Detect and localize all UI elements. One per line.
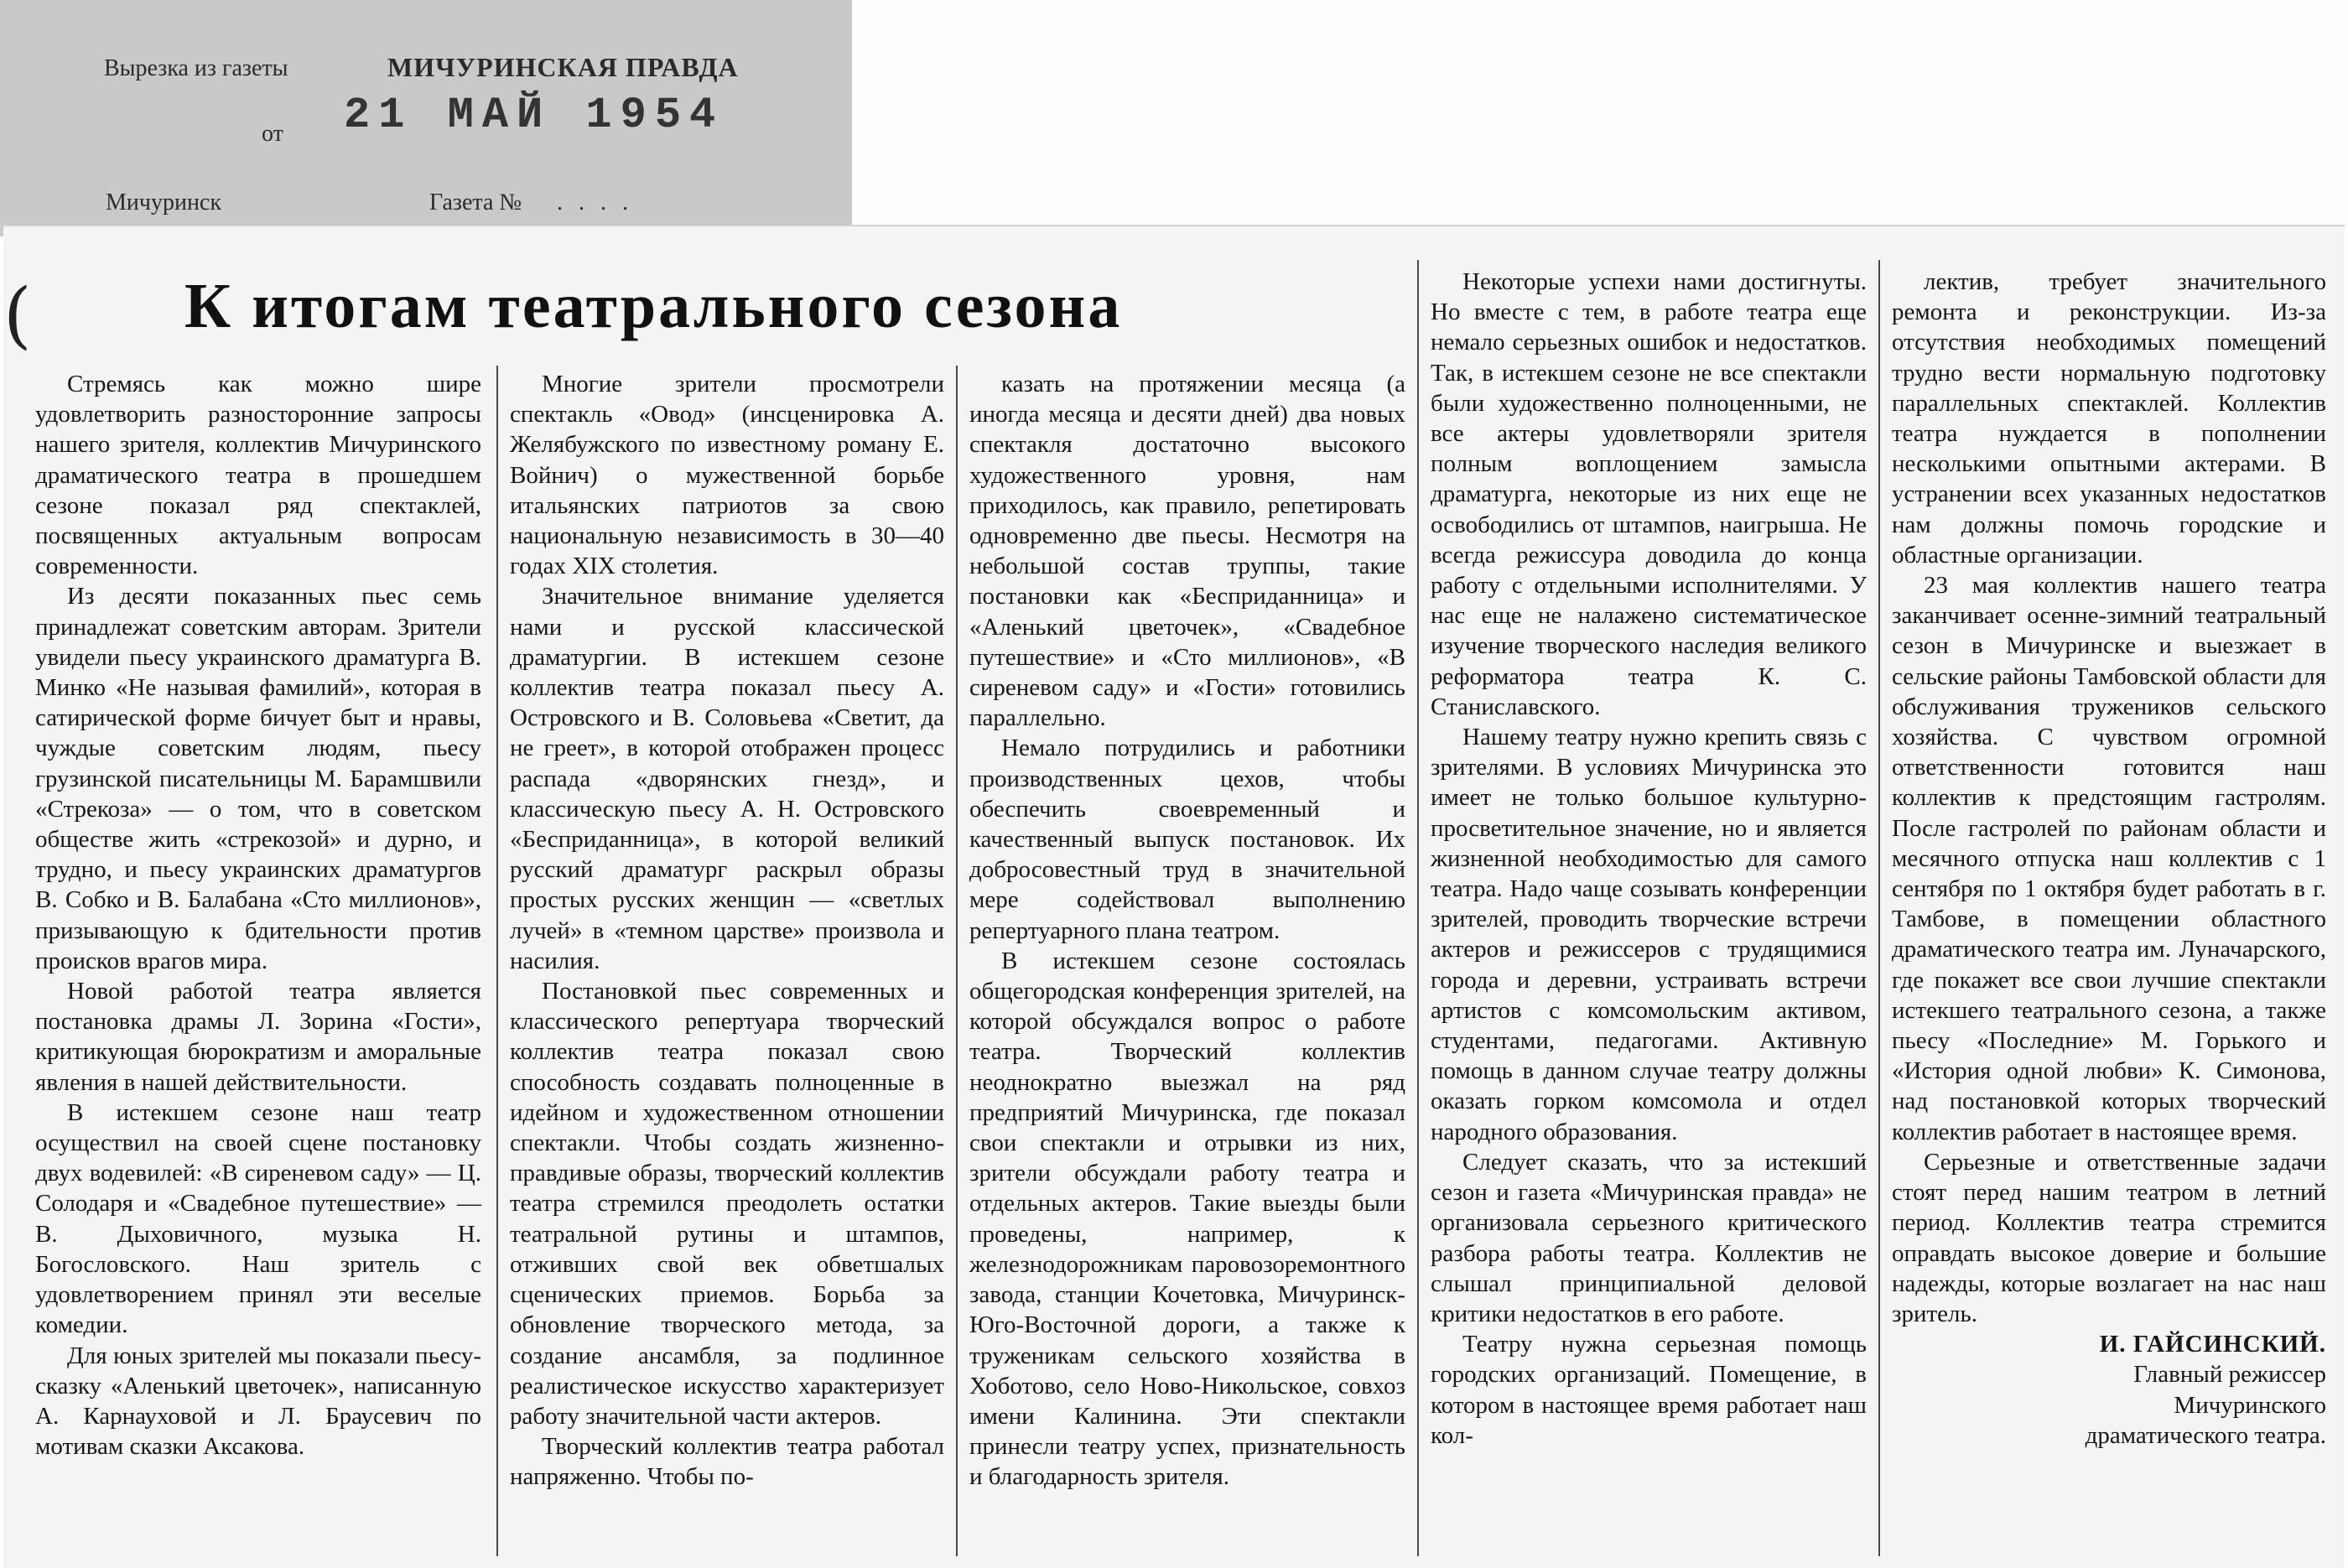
stamp-newspaper-name: МИЧУРИНСКАЯ ПРАВДА [387, 52, 739, 82]
article-paragraph: Стремясь как можно шире удовлетворить разносторонние запросы нашего зрителя, коллектив Мичуринского драматического театра в прошедшем сезоне показал ряд спектаклей, посвященных актуальным вопросам современности. [35, 371, 481, 580]
stamp-issue-label: Газета № [429, 190, 522, 215]
stamp-date: 21 МАЙ 1954 [344, 91, 725, 140]
article-paragraph: Для юных зрителей мы показали пьесу-сказку «Аленький цветочек», написанную А. Карнауховой и Л. Браусевич по мотивам сказки Аксакова. [35, 1342, 481, 1461]
article-author: И. ГАЙСИНСКИЙ. [2099, 1331, 2326, 1358]
article-paragraph: Театру нужна серьезная помощь городских организаций. Помещение, в котором в настоящее время работает наш кол- [1431, 1331, 1867, 1449]
article-paragraph: Значительное внимание уделяется нами и русской классической драматургии. В истекшем сезоне коллектив театра показал пьесу А. Островского и В. Соловьева «Светит, да не греет», в которой отображен процесс распада «дворянских гнезд», и классическую пьесу А. Н. Островского «Бесприданница», в которой великий русский драматург раскрыл образы простых русских женщин — «светлых лучей» в «темном царстве» произвола и насилия. [510, 583, 944, 974]
clipping-stamp [0, 0, 852, 236]
article-column-3 [969, 369, 1405, 1493]
author-title-line-3: драматического театра. [2085, 1421, 2326, 1449]
article-column-2 [510, 369, 944, 1493]
stamp-label: Вырезка из газеты [104, 55, 288, 81]
column-divider [1878, 260, 1880, 1556]
article-paragraph: В истекшем сезоне наш театр осуществил на своей сцене постановку двух водевилей: «В сиреневом саду» — Ц. Солодаря и «Свадебное путешествие» — В. Дыховичного, музыка Н. Богословского. Наш зритель с удовлетворением принял эти веселые комедии. [35, 1098, 481, 1339]
column-divider [956, 366, 958, 1556]
article-paragraph: Новой работой театра является постановка драмы Л. Зорина «Гости», критикующая бюрократизм и аморальные явления в нашей действительности. [35, 978, 481, 1096]
article-column-1 [35, 369, 481, 1462]
article-paragraph: Постановкой пьес современных и классического репертуара творческий коллектив театра показал свою способность создавать полноценные в идейном и художественном отношении спектакли. Чтобы создать жизненно-правдивые образы, творческий коллектив театра стремился преодолеть остатки театральной рутины и штампов, отживших свой век обветшалых сценических приемов. Борьба за обновление творческого метода, за создание ансамбля, за подлинное реалистическое искусство характеризует работу значительной части актеров. [510, 978, 944, 1430]
article-paragraph: Серьезные и ответственные задачи стоят перед нашим театром в летний период. Коллектив театра стремится оправдать высокое доверие и большие надежды, которые возлагает на нас наш зритель. [1892, 1148, 2326, 1327]
article-paragraph: Некоторые успехи нами достигнуты. Но вместе с тем, в работе театра еще немало серьезных ошибок и недостатков. Так, в истекшем сезоне не все спектакли были художественно полноценными, не все актеры удовлетворяли зрителя полным воплощением замысла драматурга, некоторые из них еще не освободились от штампов, наигрыша. Не всегда режиссура доводила до конца работу с отдельными исполнителями. У нас еще не налажено систематическое изучение творческого наследия великого реформатора театра К. С. Станиславского. [1431, 268, 1867, 720]
article-headline: К итогам театрального сезона [184, 271, 1123, 341]
column-divider [496, 366, 498, 1556]
article-paragraph: Многие зрители просмотрели спектакль «Овод» (инсценировка А. Желябужского по известному роману Е. Войнич) о мужественной борьбе итальянских патриотов за свою национальную независимость в 30—40 годах XIX столетия. [510, 371, 944, 580]
column-divider [1417, 260, 1419, 1556]
author-title-line-2: Мичуринского [2174, 1391, 2326, 1419]
margin-mark: ( [3, 273, 32, 357]
stamp-issue-dots: . . . . [557, 190, 633, 215]
article-paragraph: Немало потрудились и работники производственных цехов, чтобы обеспечить своевременный и качественный выпуск постановок. Их добросовестный труд в значительной мере содействовал выполнению репертуарного плана театром. [969, 735, 1405, 944]
article-paragraph: Нашему театру нужно крепить связь с зрителями. В условиях Мичуринска это имеет не только большое культурно-просветительное значение, но и является жизненной необходимостью для самого театра. Надо чаще созывать конференции зрителей, проводить творческие встречи актеров и режиссеров с трудящимися города и деревни, устраивать встречи артистов с комсомольским активом, студентами, педагогами. Активную помощь в данном случае театру должны оказать горком комсомола и отдел народного образования. [1431, 724, 1867, 1145]
article-paragraph: Следует сказать, что за истекший сезон и газета «Мичуринская правда» не организовала серьезного критического разбора работы театра. Коллектив не слышал принципиальной деловой критики недостатков в его работе. [1431, 1148, 1867, 1327]
article-column-4 [1431, 267, 1867, 1451]
article-paragraph: казать на протяжении месяца (а иногда месяца и десяти дней) два новых спектакля достаточно высокого художественного уровня, нам приходилось, как правило, репетировать одновременно две пьесы. Несмотря на небольшой состав труппы, такие постановки как «Бесприданница» и «Аленький цветочек», «Свадебное путешествие» и «Сто миллионов», «В сиреневом саду» и «Гости» готовились параллельно. [969, 371, 1405, 732]
article-paragraph: 23 мая коллектив нашего театра заканчивает осенне-зимний театральный сезон в Мичуринске и выезжает в сельские районы Тамбовской области для обслуживания тружеников сельского хозяйства. С чувством огромной ответственности готовится наш коллектив к предстоящим гастролям. После гастролей по районам области и месячного отпуска наш коллектив с 1 сентября по 1 октября будет работать в г. Тамбове, в помещении областного драматического театра им. Луначарского, где покажет все свои лучшие спектакли истекшего театрального сезона, а также пьесу «Последние» М. Горького и «История одной любви» К. Симонова, над постановкой которых творческий коллектив работает в настоящее время. [1892, 572, 2326, 1145]
stamp-city: Мичуринск [106, 190, 221, 215]
article-column-5 [1892, 267, 2326, 1451]
author-title-line-1: Главный режиссер [2133, 1361, 2326, 1389]
article-paragraph: лектив, требует значительного ремонта и реконструкции. Из-за отсутствия необходимых помещений трудно вести нормальную подготовку параллельных спектаклей. Коллектив театра нуждается в пополнении несколькими опытными актерами. В устранении всех указанных недостатков нам должны помочь городские и областные организации. [1892, 268, 2326, 569]
article-paragraph: Творческий коллектив театра работал напряженно. Чтобы по- [510, 1433, 944, 1491]
stamp-from-label: от [262, 121, 283, 147]
article-paragraph: В истекшем сезоне состоялась общегородская конференция зрителей, на которой обсуждался вопрос о работе театра. Творческий коллектив неоднократно выезжал на ряд предприятий Мичуринска, где показал свои спектакли и отрывки из них, зрители обсуждали работу театра и отдельных актеров. Такие выезды были проведены, например, к железнодорожникам паровозоремонтного завода, станции Кочетовка, Мичуринск-Юго-Восточной дороги, а также к труженикам сельского хозяйства в Хоботово, село Ново-Никольское, совхоз имени Калинина. Эти спектакли принесли театру успех, признательность и благодарность зрителя. [969, 947, 1405, 1491]
article-paragraph: Из десяти показанных пьес семь принадлежат советским авторам. Зрители увидели пьесу украинского драматурга В. Минко «Не называя фамилий», которая в сатирической форме бичует быт и нравы, чуждые советским людям, пьесу грузинской писательницы М. Барамшвили «Стрекоза» — о том, что в советском обществе жить «стрекозой» и дурно, и трудно, и пьесу украинских драматургов В. Собко и В. Балабана «Сто миллионов», призывающую к бдительности против происков врагов мира. [35, 583, 481, 974]
